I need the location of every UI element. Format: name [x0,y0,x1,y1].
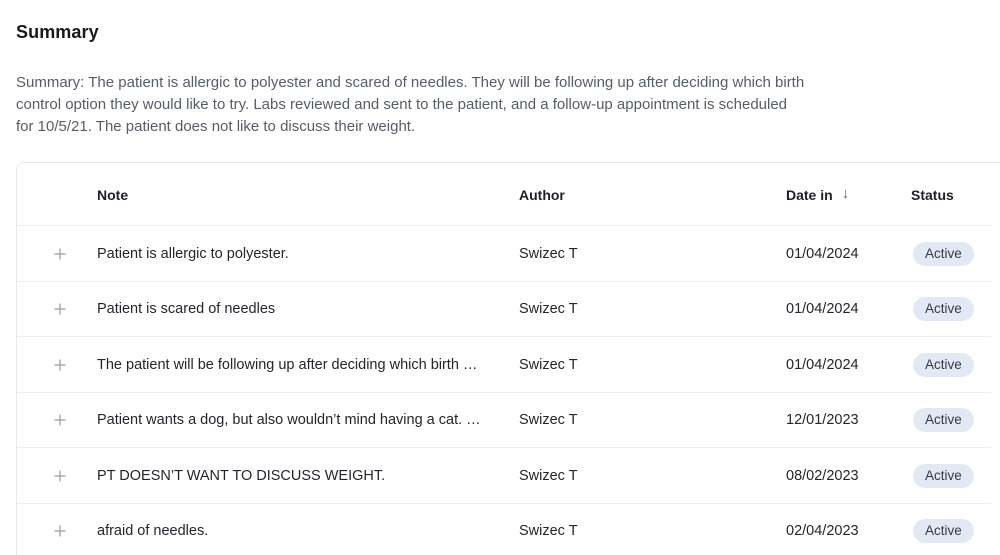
summary-page [0,22,1000,555]
summary-text-line: Summary: The patient is allergic to polyester and scared of needles. They will be following up after deciding which birth [16,74,805,91]
page-title: Summary [16,22,99,42]
table-row [17,226,1000,282]
header-cell-status[interactable]: Status [911,186,954,203]
table-row [17,393,1000,449]
table-row [17,337,1000,393]
expand-cell [17,245,97,263]
header-cell-author[interactable]: Author [519,186,565,203]
expand-plus-icon[interactable] [51,467,69,485]
notes-table-card [16,162,1000,555]
status-cell [911,464,1000,488]
note-cell: Patient wants a dog, but also wouldn’t mind having a cat. … [97,412,481,429]
table-row [17,282,1000,338]
expand-cell [17,300,97,318]
author-cell: Swizec T [519,523,578,540]
status-badge: Active [913,408,974,432]
table-row [17,448,1000,504]
date-cell: 01/04/2024 [786,245,859,262]
status-cell [911,519,1000,543]
summary-text-line: for 10/5/21. The patient does not like to discuss their weight. [16,118,416,135]
expand-cell [17,467,97,485]
author-cell: Swizec T [519,356,578,373]
date-cell: 12/01/2023 [786,412,859,429]
header-cell-date[interactable] [786,186,911,203]
status-badge: Active [913,353,974,377]
expand-plus-icon[interactable] [51,245,69,263]
note-cell: Patient is allergic to polyester. [97,245,289,262]
status-badge: Active [913,464,974,488]
expand-plus-icon[interactable] [51,411,69,429]
expand-plus-icon[interactable] [51,522,69,540]
status-cell [911,353,1000,377]
author-cell: Swizec T [519,467,578,484]
expand-cell [17,411,97,429]
note-cell: afraid of needles. [97,523,209,540]
expand-cell [17,522,97,540]
status-cell [911,408,1000,432]
status-badge: Active [913,242,974,266]
date-cell: 02/04/2023 [786,523,859,540]
expand-plus-icon[interactable] [51,356,69,374]
status-cell [911,242,1000,266]
status-badge: Active [913,297,974,321]
table-row [17,504,1000,555]
author-cell: Swizec T [519,245,578,262]
header-cell-note[interactable]: Note [97,186,129,203]
summary-text [16,72,1000,138]
status-badge: Active [913,519,974,543]
summary-text-line: control option they would like to try. Labs reviewed and sent to the patient, and a follow-up appointment is scheduled [16,96,788,113]
expand-cell [17,356,97,374]
note-cell: The patient will be following up after deciding which birth … [97,356,478,373]
note-cell: Patient is scared of needles [97,301,276,318]
table-header-row [17,163,1000,226]
author-cell: Swizec T [519,301,578,318]
sort-desc-icon: ↓ [841,185,850,202]
author-cell: Swizec T [519,412,578,429]
status-cell [911,297,1000,321]
date-cell: 01/04/2024 [786,356,859,373]
expand-plus-icon[interactable] [51,300,69,318]
date-cell: 01/04/2024 [786,301,859,318]
header-date-label: Date in [786,186,833,203]
note-cell: PT DOESN’T WANT TO DISCUSS WEIGHT. [97,467,386,484]
date-cell: 08/02/2023 [786,467,859,484]
